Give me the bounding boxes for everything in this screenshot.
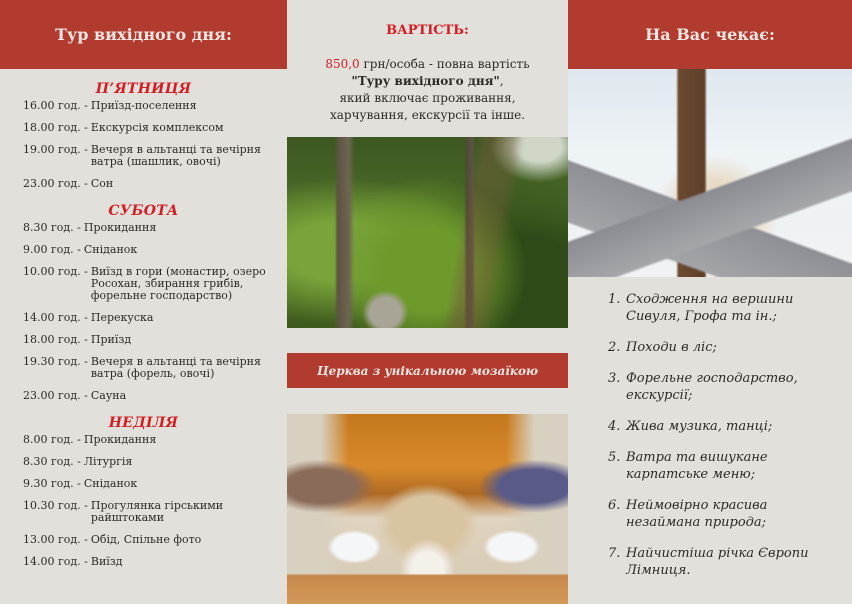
amenity-text: Сходження на вершини Сивуля, Грофа та ін.; [626,292,794,324]
day-title: НЕДІЛЯ [108,415,179,431]
schedule-item [0,312,287,324]
amenity-item [568,291,852,325]
schedule-activity: Прокидання [83,433,157,446]
schedule-activity: Літургія [83,455,133,468]
amenity-number: 4. [608,419,621,434]
schedule-time: 8.30 год. - [23,455,81,468]
room-photo [568,69,852,277]
schedule-time: 9.30 год. - [23,477,81,490]
schedule-time: 10.00 год. - [23,265,88,278]
amenity-number: 3. [608,371,621,386]
day-title: П’ЯТНИЦЯ [95,81,192,97]
amenities-list [568,291,852,593]
amenity-number: 6. [608,498,621,513]
schedule-time: 8.00 год. - [23,433,81,446]
schedule-item [0,478,287,490]
schedule-time: 23.00 год. - [23,389,88,402]
schedule-activity: Сауна [90,389,127,402]
schedule-item [0,500,287,524]
schedule-activity: Сніданок [83,243,138,256]
schedule-time: 10.30 год. - [23,499,88,512]
schedule-time: 13.00 год. - [23,533,88,546]
amenities-panel [568,0,852,604]
amenities-header: На Вас чекає: [568,0,852,69]
schedule-activity: Виїзд [90,555,123,568]
schedule-item [0,266,287,302]
schedule-activity: Виїзд в гори (монастир, озеро Росохан, збирання грибів, форельне господарство) [90,265,266,302]
schedule-activity: Обід, Спільне фото [90,533,202,546]
schedule-item [0,244,287,256]
schedule-time: 18.00 год. - [23,333,88,346]
schedule-time: 18.00 год. - [23,121,88,134]
price-line-3: який включає проживання, [339,91,516,105]
schedule-time: 19.00 год. - [23,143,88,156]
schedule-activity: Екскурсія комплексом [90,121,224,134]
schedule-list [0,78,287,578]
amenity-item [568,370,852,404]
day-title: СУБОТА [108,203,179,219]
amenity-item [568,497,852,531]
price-title: ВАРТІСТЬ: [386,23,469,38]
price-amount: 850,0 [325,57,360,71]
schedule-activity: Вечеря в альтанці та вечірня ватра (шашлик, овочі) [90,143,261,168]
schedule-activity: Вечеря в альтанці та вечірня ватра (форель, овочі) [90,355,261,380]
forest-trail-photo [287,137,568,328]
price-panel [287,0,568,604]
schedule-item [0,534,287,546]
price-line-1 [287,56,568,73]
schedule-item [0,222,287,234]
schedule-activity: Прогулянка гірськими райштоками [90,499,224,524]
schedule-item [0,456,287,468]
schedule-time: 19.30 год. - [23,355,88,368]
schedule-item [0,556,287,568]
amenity-text: Форельне господарство, екскурсії; [626,371,798,403]
price-line-4: харчування, екскурсії та інше. [330,108,525,122]
price-line-2 [287,73,568,90]
amenity-number: 7. [608,546,621,561]
schedule-activity: Сон [90,177,114,190]
schedule-header: Тур вихідного дня: [0,0,287,69]
amenity-item [568,449,852,483]
schedule-activity: Приїзд [90,333,132,346]
amenity-number: 1. [608,292,621,307]
schedule-time: 14.00 год. - [23,311,88,324]
schedule-item [0,178,287,190]
schedule-item [0,100,287,112]
schedule-item [0,434,287,446]
amenity-text: Жива музика, танці; [626,419,773,434]
tour-name-suffix: , [499,74,504,88]
schedule-item [0,122,287,134]
amenity-item [568,418,852,435]
schedule-time: 8.30 год. - [23,221,81,234]
schedule-item [0,144,287,168]
price-description [287,56,568,124]
schedule-item [0,390,287,402]
schedule-time: 14.00 год. - [23,555,88,568]
schedule-panel [0,0,287,604]
schedule-item [0,334,287,346]
schedule-activity: Прокидання [83,221,157,234]
amenity-text: Походи в ліс; [626,340,717,355]
schedule-activity: Перекуска [90,311,154,324]
amenity-text: Найчистіша річка Європи Лімниця. [626,546,809,578]
church-interior-photo [287,414,568,604]
church-banner: Церква з унікальною мозаїкою [287,353,568,388]
amenity-item [568,339,852,356]
amenity-number: 2. [608,340,621,355]
amenity-number: 5. [608,450,621,465]
tour-name: "Туру вихідного дня" [351,74,500,88]
schedule-time: 23.00 год. - [23,177,88,190]
amenity-item [568,545,852,579]
schedule-item [0,356,287,380]
schedule-activity: Приїзд-поселення [90,99,197,112]
schedule-time: 16.00 год. - [23,99,88,112]
price-unit: грн/особа - повна вартість [359,57,530,71]
amenity-text: Неймовірно красива незаймана природа; [626,498,768,530]
schedule-activity: Сніданок [83,477,138,490]
schedule-time: 9.00 год. - [23,243,81,256]
amenity-text: Ватра та вишукане карпатське меню; [626,450,768,482]
